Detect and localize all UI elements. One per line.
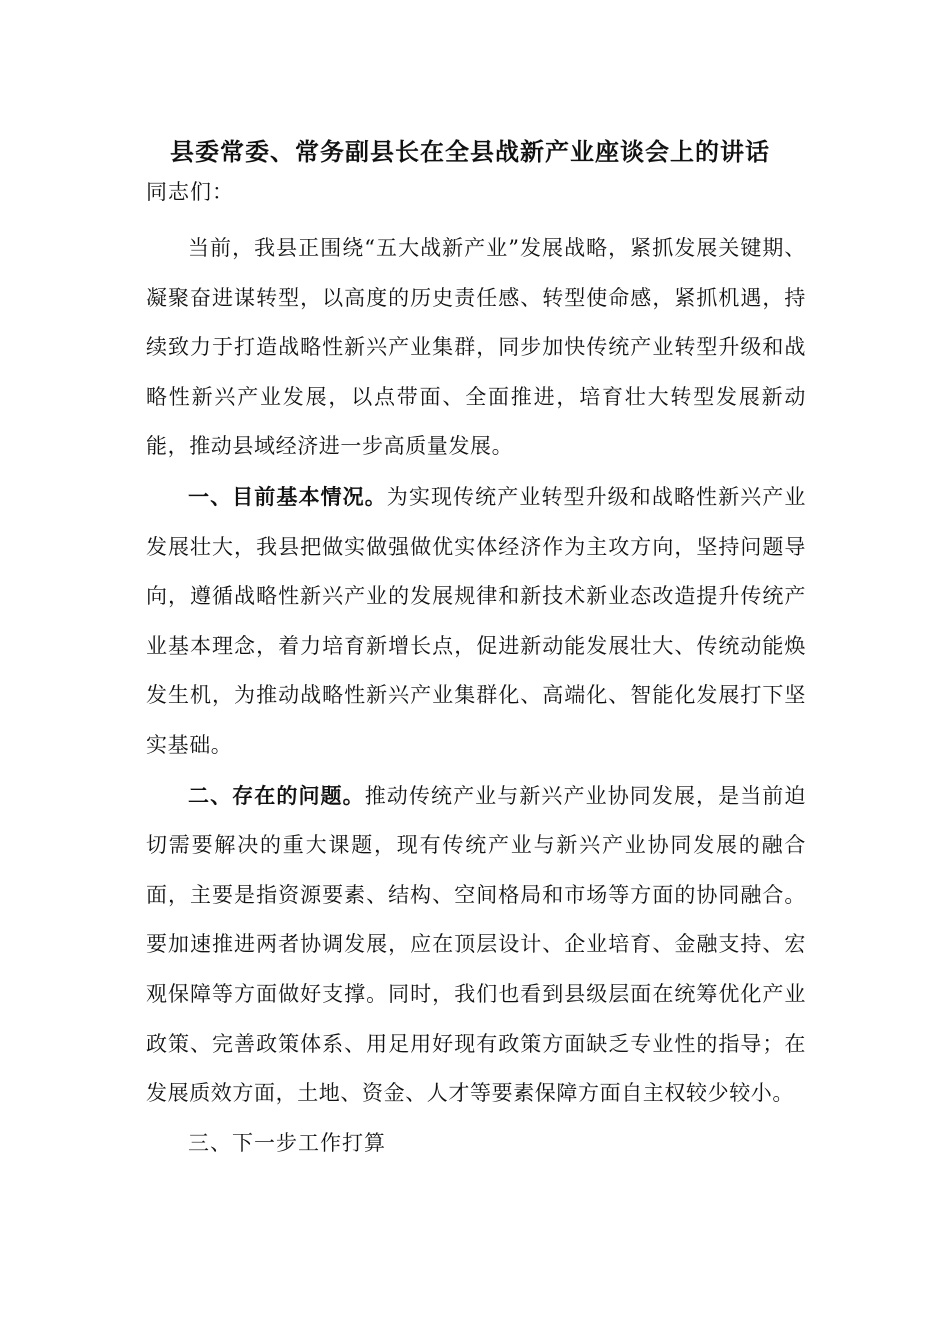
section-3-heading: 三、下一步工作打算 xyxy=(188,1130,386,1155)
section-1-heading: 一、目前基本情况。 xyxy=(188,483,387,509)
section-1-paragraph xyxy=(146,472,806,771)
intro-paragraph: 当前，我县正围绕“五大战新产业”发展战略，紧抓发展关键期、凝聚奋进谋转型，以高度的历史责任感、转型使命感，紧抓机遇，持续致力于打造战略性新兴产业集群，同步加快传统产业转型升级和战略性新兴产业发展，以点带面、全面推进，培育壮大转型发展新动能，推动县域经济进一步高质量发展。 xyxy=(146,236,806,459)
section-2-heading: 二、存在的问题。 xyxy=(188,782,365,808)
section-2-body: 推动传统产业与新兴产业协同发展，是当前迫切需要解决的重大课题，现有传统产业与新兴产业协同发展的融合面，主要是指资源要素、结构、空间格局和市场等方面的协同融合。要加速推进两者协调发展，应在顶层设计、企业培育、金融支持、宏观保障等方面做好支撑。同时，我们也看到县级层面在统筹优化产业政策、完善政策体系、用足用好现有政策方面缺乏专业性的指导；在发展质效方面，土地、资金、人才等要素保障方面自主权较少较小。 xyxy=(146,783,806,1106)
section-1-body: 为实现传统产业转型升级和战略性新兴产业发展壮大，我县把做实做强做优实体经济作为主攻方向，坚持问题导向，遵循战略性新兴产业的发展规律和新技术新业态改造提升传统产业基本理念，着力培育新增长点，促进新动能发展壮大、传统动能焕发生机，为推动战略性新兴产业集群化、高端化、智能化发展打下坚实基础。 xyxy=(146,484,806,757)
salutation: 同志们： xyxy=(146,180,234,204)
document-title: 县委常委、常务副县长在全县战新产业座谈会上的讲话 xyxy=(170,137,770,166)
section-2-paragraph xyxy=(146,771,806,1119)
document-body xyxy=(146,132,806,1168)
